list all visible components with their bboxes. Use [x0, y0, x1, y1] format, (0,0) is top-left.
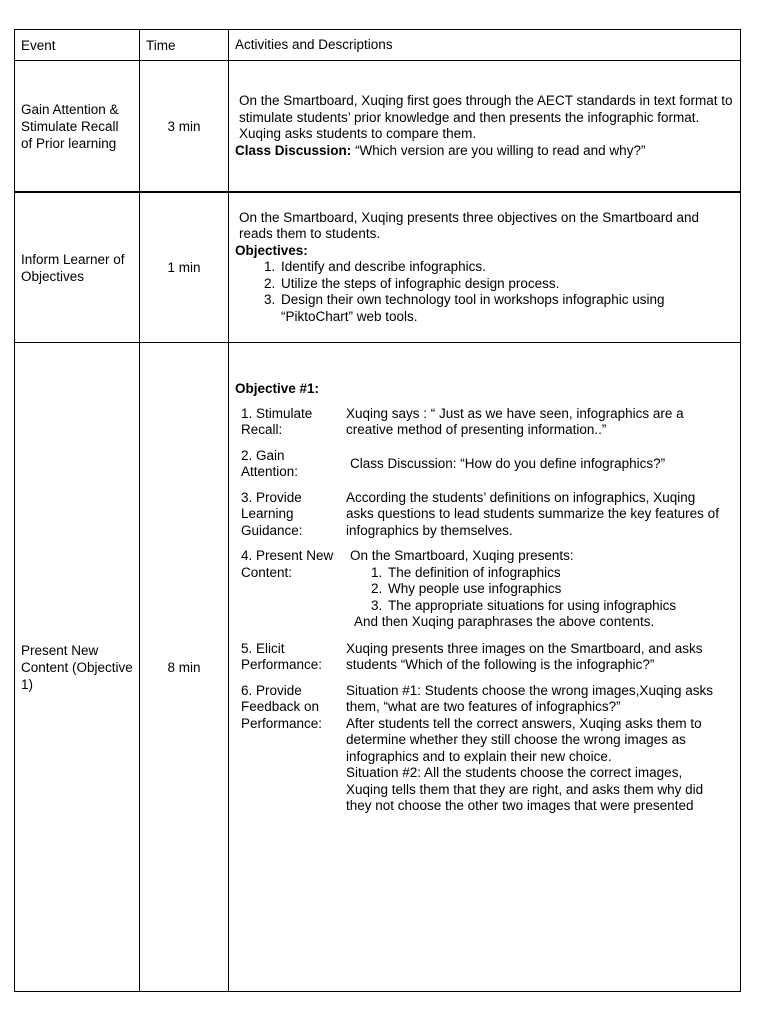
step-intro: On the Smartboard, Xuqing presents: [350, 548, 574, 563]
step-present-content [235, 548, 734, 631]
step-learning-guidance [235, 490, 734, 540]
time-cell: 8 min [140, 343, 229, 991]
list-item: 1. Identify and describe infographics. [279, 259, 734, 276]
objective-title: Objective #1: [235, 381, 320, 396]
step-label: 5. Elicit Performance: [241, 640, 323, 672]
step-body [342, 548, 734, 631]
event-cell: Gain Attention & Stimulate Recall of Prior learning [15, 61, 140, 191]
step-text: Class Discussion: “How do you define infographics?” [350, 455, 666, 471]
table-row-present-content [15, 343, 740, 991]
lesson-plan-table [14, 29, 741, 992]
feedback-situation-2: Situation #2: All the students choose the correct images, Xuqing tells them that they are right, and asks them why did they not choose the other two images that were presented [346, 765, 704, 813]
step-label: 1. Stimulate Recall: [241, 405, 313, 437]
event-cell: Present New Content (Objective 1) [15, 343, 140, 991]
step-label: 6. Provide Feedback on Performance: [241, 682, 323, 731]
content-list [342, 565, 724, 615]
table-header-row [15, 30, 740, 61]
step-label: 2. Gain Attention: [241, 447, 299, 479]
header-time: Time [140, 30, 229, 60]
objectives-list [235, 259, 734, 325]
step-body [342, 683, 734, 815]
activities-cell [229, 61, 740, 191]
step-feedback [235, 683, 734, 815]
header-event: Event [15, 30, 140, 60]
list-item: 1. The definition of infographics [386, 565, 724, 582]
class-discussion [235, 143, 734, 160]
step-stimulate-recall [235, 406, 734, 439]
step-label: 4. Present New Content: [241, 548, 334, 580]
class-discussion-label: Class Discussion: [235, 142, 352, 158]
header-activities: Activities and Descriptions [235, 36, 393, 52]
list-item: 3. The appropriate situations for using infographics [386, 598, 724, 615]
step-outro: And then Xuqing paraphrases the above contents. [354, 614, 655, 629]
list-item: 2. Utilize the steps of infographic design process. [279, 276, 734, 293]
feedback-followup: After students tell the correct answers, Xuqing asks them to determine whether they still choose the wrong images as infographics and to explain their new choice. [346, 715, 702, 764]
list-item: 2. Why people use infographics [386, 581, 724, 598]
activity-paragraph: On the Smartboard, Xuqing first goes through the AECT standards in text format to stimulate students’ prior knowledge and then presents the infographic format. Xuqing asks students to compare them. [239, 93, 733, 141]
time-cell: 1 min [140, 193, 229, 342]
event-cell: Inform Learner of Objectives [15, 193, 140, 342]
feedback-situation-1: Situation #1: Students choose the wrong images,Xuqing asks them, “what are two features of infographics?” [346, 682, 713, 714]
activities-cell [229, 343, 740, 991]
step-text: Xuqing says : “ Just as we have seen, infographics are a creative method of presenting information..” [346, 405, 684, 437]
table-row-objectives [15, 193, 740, 343]
time-cell: 3 min [140, 61, 229, 191]
step-text: Xuqing presents three images on the Smartboard, and asks students “Which of the following is the infographic?” [346, 640, 703, 672]
class-discussion-text: “Which version are you willing to read and why?” [355, 142, 646, 158]
objectives-label: Objectives: [235, 242, 308, 258]
step-text: According the students’ definitions on infographics, Xuqing asks questions to lead students summarize the key features of infographics by themselves. [346, 489, 719, 538]
table-row-gain-attention [15, 61, 740, 193]
activity-paragraph: On the Smartboard, Xuqing presents three objectives on the Smartboard and reads them to students. [239, 209, 700, 242]
step-elicit-performance [235, 641, 734, 674]
step-label: 3. Provide Learning Guidance: [241, 489, 303, 538]
step-gain-attention [235, 448, 734, 481]
list-item: 3. Design their own technology tool in workshops infographic using “PiktoChart” web tools. [279, 292, 734, 325]
activities-cell [229, 193, 740, 342]
